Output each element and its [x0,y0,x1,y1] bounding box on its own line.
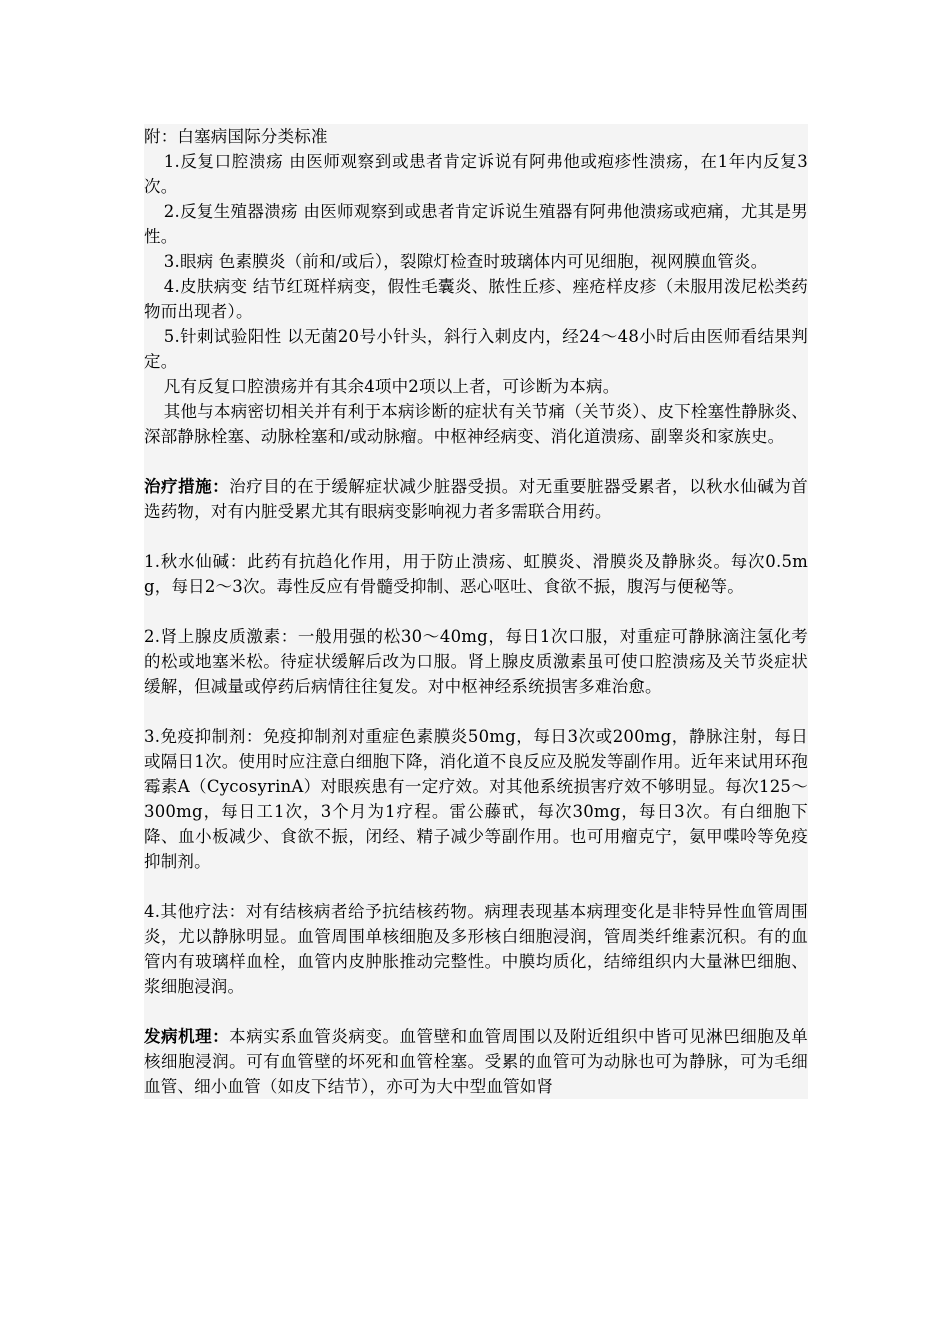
treatment-section [144,474,808,524]
treatment-item-3: 3.免疫抑制剂：免疫抑制剂对重症色素膜炎50mg，每日3次或200mg，静脉注射，每日或隔日1次。使用时应注意白细胞下降，消化道不良反应及脱发等副作用。近年来试用环孢霉素A（CycosyrinA）对眼疾患有一定疗效。对其他系统损害疗效不够明显。每次125～300mg，每日工1次，3个月为1疗程。雷公藤甙，每次30mg，每日3次。有白细胞下降、血小板减少、食欲不振，闭经、精子减少等副作用。也可用瘤克宁，氨甲喋呤等免疫抑制剂。 [144,727,808,871]
pathogenesis-heading: 发病机理： [144,1027,230,1046]
treatment-item-1: 1.秋水仙碱：此药有抗趋化作用，用于防止溃疡、虹膜炎、滑膜炎及静脉炎。每次0.5mg，每日2～3次。毒性反应有骨髓受抑制、恶心呕吐、食欲不振，腹泻与便秘等。 [144,552,808,596]
criterion-3: 3.眼病 色素膜炎（前和/或后），裂隙灯检查时玻璃体内可见细胞，视网膜血管炎。 [163,252,768,271]
criterion-1: 1.反复口腔溃疡 由医师观察到或患者肯定诉说有阿弗他或疱疹性溃疡，在1年内反复3次。 [144,152,808,196]
pathogenesis-section [144,1024,808,1099]
treatment-intro: 治疗目的在于缓解症状减少脏器受损。对无重要脏器受累者，以秋水仙碱为首选药物，对有内脏受累尤其有眼病变影响视力者多需联合用药。 [144,477,808,521]
criterion-4: 4.皮肤病变 结节红斑样病变，假性毛囊炎、脓性丘疹、痤疮样皮疹（未服用泼尼松类药物而出现者）。 [144,277,808,321]
criterion-2: 2.反复生殖器溃疡 由医师观察到或患者肯定诉说生殖器有阿弗他溃疡或疤痛，尤其是男性。 [144,202,808,246]
pathogenesis-text: 本病实系血管炎病变。血管壁和血管周围以及附近组织中皆可见淋巴细胞及单核细胞浸润。可有血管壁的坏死和血管栓塞。受累的血管可为动脉也可为静脉，可为毛细血管、细小血管（如皮下结节），亦可为大中型血管如肾 [144,1027,808,1096]
paragraph-gap [144,524,808,549]
diagnosis-rule: 凡有反复口腔溃疡并有其余4项中2项以上者，可诊断为本病。 [163,377,620,396]
treatment-heading: 治疗措施： [144,477,230,496]
related-symptoms: 其他与本病密切相关并有利于本病诊断的症状有关节痛（关节炎）、皮下栓塞性静脉炎、深部静脉栓塞、动脉栓塞和/或动脉瘤。中枢神经病变、消化道溃疡、副睾炎和家族史。 [144,402,808,446]
paragraph-gap [144,874,808,899]
paragraph-gap [144,999,808,1024]
paragraph-gap [144,599,808,624]
paragraph-gap [144,699,808,724]
criterion-5: 5.针刺试验阳性 以无菌20号小针头，斜行入刺皮内，经24～48小时后由医师看结果判定。 [144,327,808,371]
document-body [144,124,808,1099]
appendix-title: 附：白塞病国际分类标准 [144,127,328,146]
treatment-item-2: 2.肾上腺皮质激素：一般用强的松30～40mg，每日1次口服，对重症可静脉滴注氢化考的松或地塞米松。待症状缓解后改为口服。肾上腺皮质激素虽可使口腔溃疡及关节炎症状缓解，但减量或停药后病情往往复发。对中枢神经系统损害多难治愈。 [144,627,808,696]
treatment-item-4: 4.其他疗法：对有结核病者给予抗结核药物。病理表现基本病理变化是非特异性血管周围炎，尤以静脉明显。血管周围单核细胞及多形核白细胞浸润，管周类纤维素沉积。有的血管内有玻璃样血栓，血管内皮肿胀推动完整性。中膜均质化，结缔组织内大量淋巴细胞、浆细胞浸润。 [144,902,808,996]
paragraph-gap [144,449,808,474]
